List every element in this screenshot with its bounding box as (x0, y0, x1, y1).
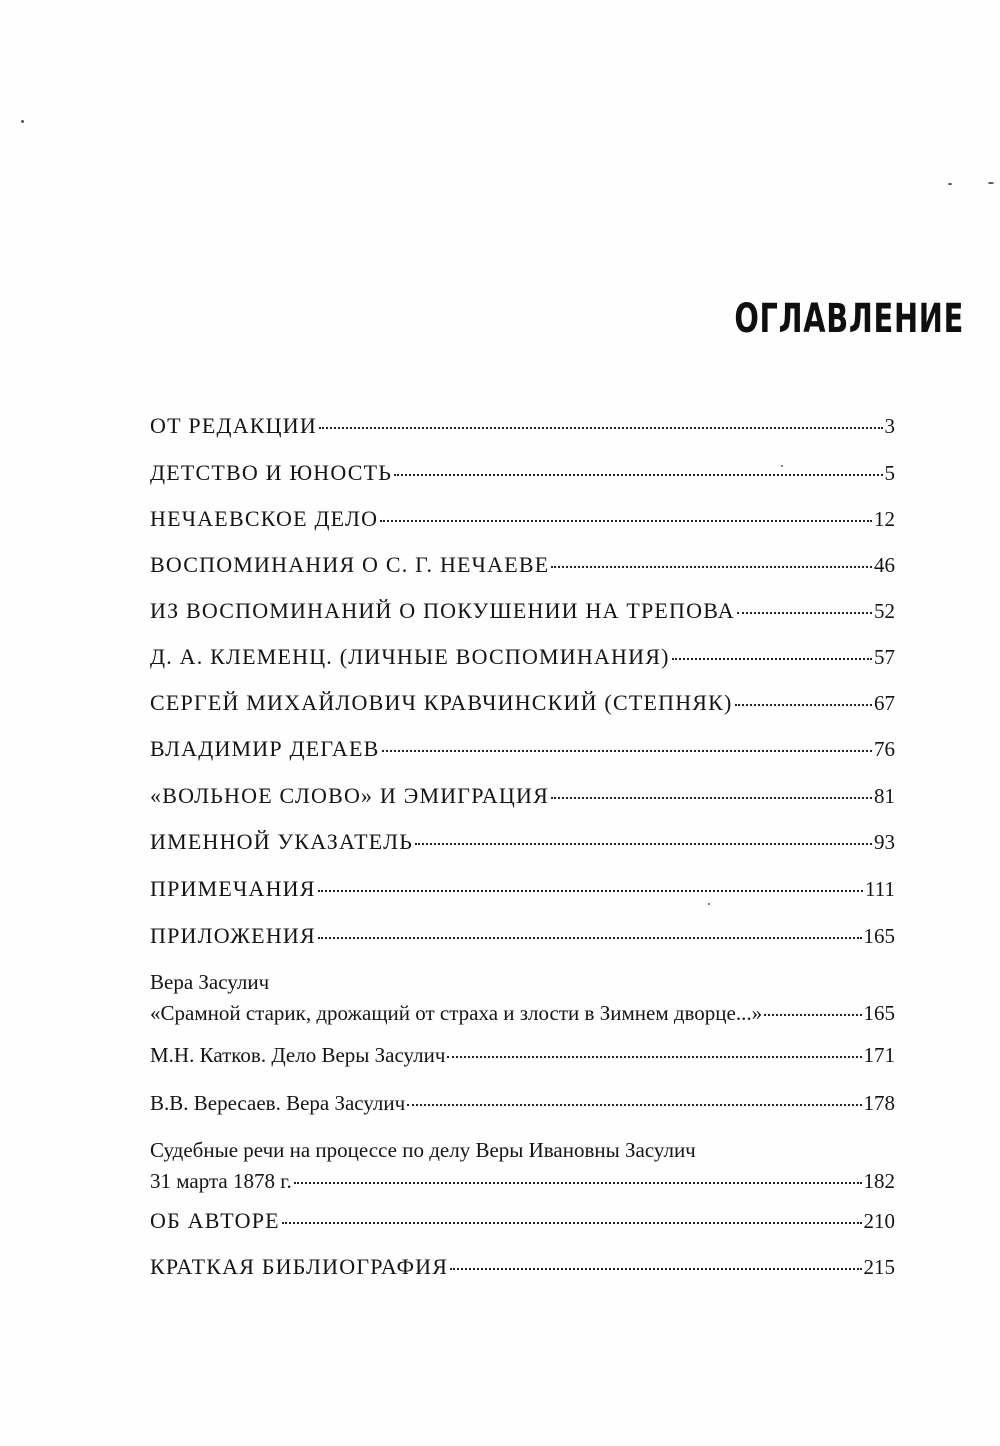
toc-entry-vospominaniya-nechaev[interactable] (150, 549, 895, 581)
dot-leader (551, 566, 872, 568)
dot-leader (394, 474, 882, 476)
dot-leader (450, 1268, 861, 1270)
toc-entry-title: ИМЕННОЙ УКАЗАТЕЛЬ (150, 829, 414, 854)
toc-entry-kravchinsky[interactable] (150, 687, 895, 719)
toc-entry-title: Д. А. КЛЕМЕНЦ. (ЛИЧНЫЕ ВОСПОМИНАНИЯ) (150, 644, 670, 669)
toc-page-number: 76 (874, 737, 895, 761)
dot-leader (735, 704, 872, 706)
dot-leader (415, 843, 872, 845)
dot-leader (764, 1014, 861, 1016)
toc-page-number: 93 (874, 830, 895, 854)
toc-page-number: 46 (874, 553, 895, 577)
toc-page-number: 67 (874, 691, 895, 715)
toc-entry-veresaev[interactable] (150, 1087, 895, 1119)
toc-entry-title: ОТ РЕДАКЦИИ (150, 413, 317, 438)
toc-entry-title: ВЛАДИМИР ДЕГАЕВ (150, 736, 380, 761)
dot-leader (382, 750, 873, 752)
toc-entry-prilozheniya[interactable] (150, 920, 895, 952)
toc-entry-title: В.В. Вересаев. Вера Засулич (150, 1091, 406, 1115)
toc-entry-title: М.Н. Катков. Дело Веры Засулич (150, 1043, 446, 1067)
toc-page-number: 81 (874, 784, 895, 808)
toc-entry-degaev[interactable] (150, 733, 895, 765)
toc-page-number: 215 (863, 1255, 895, 1279)
toc-page-number: 171 (863, 1043, 895, 1067)
toc-entry-title: ВОСПОМИНАНИЯ О С. Г. НЕЧАЕВЕ (150, 552, 550, 577)
toc-entry-title: ОБ АВТОРЕ (150, 1208, 280, 1233)
toc-entry-detstvo[interactable] (150, 457, 895, 489)
scan-speck (21, 120, 24, 123)
toc-page-number: 57 (874, 645, 895, 669)
dot-leader (551, 797, 872, 799)
toc-page-number: 210 (863, 1209, 895, 1233)
toc-entry-ob-avtore[interactable] (150, 1205, 895, 1237)
toc-entry-sudebnye-rechi[interactable] (150, 1135, 895, 1197)
dot-leader (282, 1222, 862, 1224)
toc-entry-nechaevskoe-delo[interactable] (150, 503, 895, 535)
toc-page-number: 165 (863, 924, 895, 948)
dot-leader (380, 520, 872, 522)
dot-leader (447, 1056, 861, 1058)
toc-page-number: 5 (884, 461, 895, 485)
dot-leader (672, 658, 872, 660)
toc-page-number: 52 (874, 599, 895, 623)
toc-entry-title: «ВОЛЬНОЕ СЛОВО» И ЭМИГРАЦИЯ (150, 783, 549, 808)
toc-entry-trepov[interactable] (150, 595, 895, 627)
toc-entry-title: КРАТКАЯ БИБЛИОГРАФИЯ (150, 1254, 449, 1279)
toc-entry-volnoe-slovo[interactable] (150, 780, 895, 812)
toc-entry-title: ПРИМЕЧАНИЯ (150, 876, 316, 901)
toc-entry-bibliografiya[interactable] (150, 1251, 895, 1283)
toc-entry-title: «Срамной старик, дрожащий от страха и злости в Зимнем дворце...» (150, 1001, 763, 1025)
dot-leader (294, 1182, 862, 1184)
toc-page-number: 3 (884, 414, 895, 438)
scan-speck (988, 182, 994, 184)
dot-leader (319, 427, 883, 429)
toc-entry-title-line1: Судебные речи на процессе по делу Веры Ивановны Засулич (150, 1138, 696, 1162)
toc-entry-title: ПРИЛОЖЕНИЯ (150, 923, 316, 948)
toc-entry-katkov[interactable] (150, 1039, 895, 1071)
toc-page-number: 178 (863, 1091, 895, 1115)
toc-entry-title: 31 марта 1878 г. (150, 1169, 292, 1193)
toc-entry-zasulich-sramnoy[interactable] (150, 967, 895, 1029)
toc-entry-primechaniya[interactable] (150, 873, 895, 905)
toc-entry-author: Вера Засулич (150, 970, 270, 994)
scan-speck (948, 183, 952, 185)
dot-leader (407, 1104, 861, 1106)
toc-entry-title: СЕРГЕЙ МИХАЙЛОВИЧ КРАВЧИНСКИЙ (СТЕПНЯК) (150, 690, 733, 715)
toc-entry-title: ДЕТСТВО И ЮНОСТЬ (150, 460, 393, 485)
toc-entry-title: НЕЧАЕВСКОЕ ДЕЛО (150, 506, 379, 531)
dot-leader (318, 890, 863, 892)
toc-entry-ot-redaktsii[interactable] (150, 410, 895, 442)
toc-entry-imennoy-ukazatel[interactable] (150, 826, 895, 858)
toc-entry-klements[interactable] (150, 641, 895, 673)
page-title: ОГЛАВЛЕНИЕ (734, 296, 964, 342)
toc-page-number: 12 (874, 507, 895, 531)
toc-page-number: 111 (865, 877, 895, 901)
dot-leader (318, 937, 862, 939)
toc-page-number: 165 (863, 1001, 895, 1025)
toc-page-number: 182 (863, 1169, 895, 1193)
dot-leader (737, 612, 872, 614)
toc-entry-title: ИЗ ВОСПОМИНАНИЙ О ПОКУШЕНИИ НА ТРЕПОВА (150, 598, 735, 623)
